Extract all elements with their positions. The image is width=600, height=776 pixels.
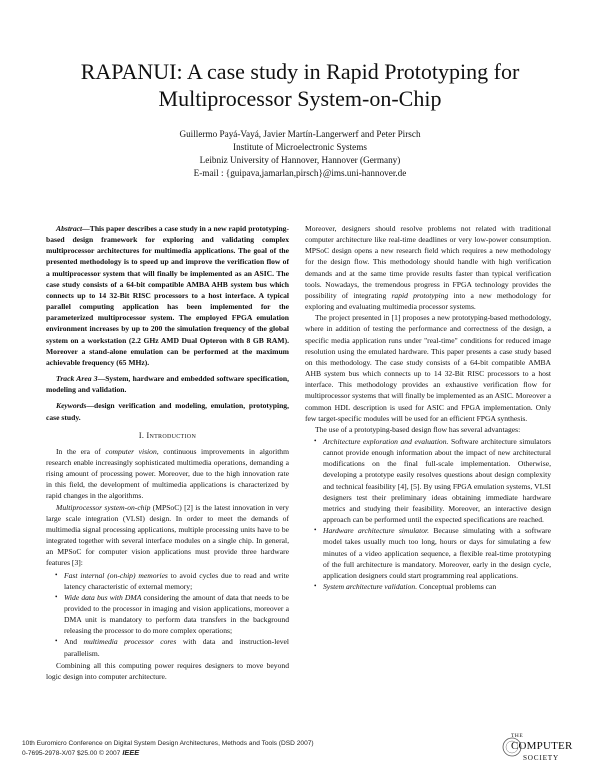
section-number: I. <box>138 430 145 440</box>
text-run: considering the amount of data that needs to be provided to the processor in imaging and vision applications, moreover a DMA unit is mandatory to perform data transfers in the background releasing the processor to do more complex operations; <box>64 592 289 636</box>
ieee-logo-text: IEEE <box>122 748 140 757</box>
bullet-icon: • <box>55 592 58 601</box>
title-line-1: RAPANUI: A case study in Rapid Prototyping for <box>80 59 520 84</box>
emphasis: computer vision <box>105 446 157 456</box>
list-item <box>314 581 551 592</box>
emphasis: Wide data bus with DMA <box>64 592 142 602</box>
list-item <box>314 525 551 581</box>
list-item <box>55 570 289 592</box>
emphasis: rapid prototyping <box>391 290 449 300</box>
bullet-icon: • <box>55 637 58 646</box>
left-column <box>46 223 289 682</box>
bullet-icon: • <box>314 582 317 590</box>
keywords-text: —design verification and modeling, emulation, prototyping, case study. <box>46 401 289 422</box>
author-email: E-mail : {guipava,jamarlan,pirsch}@ims.uni-hannover.de <box>193 168 407 178</box>
emphasis: Fast internal (on-chip) memories <box>64 570 168 580</box>
title-line-2: Multiprocessor System-on-Chip <box>158 86 442 111</box>
text-run: , continuous improvements in algorithm research enable increasingly sophisticated multimedia operations, demanding a rising amount of processing power. Moreover, due to the high innovation rate in this field, the development of multimedia applications is characterized by rapid changes in the algorithms. <box>46 446 290 501</box>
text-run: (MPSoC) [2] is the latest innovation in very large scale integration (VLSI) design. In order to meet the demands of multimedia signal processing applications, multiple processing units have to be integrated together with several interface modules on a single chip. In general, an MPSoC for computer vision applications must provide three hardware features [3]: <box>46 502 289 568</box>
abstract-text: —This paper describes a case study in a new rapid prototyping-based design framework for exploring and validating complex multiprocessor architectures for multimedia applications. The goal of the presented methodology is to speed up and improve the verification flow of a multiprocessor system that will finally be implemented as an ASIC. The case study consists of a 64-bit compatible AMBA AHB system bus which connects up to 14 32-Bit RISC processors to a host interface. A typical parallel computing application has been implemented for the parameterized multiprocessor system. The employed FPGA emulation environment increases by up to 200 the simulation frequency of the global system on a workstation (2.2 GHz AMD Dual Opteron with 8 GB RAM). Moreover a stand-alone emulation can be performed at the maximum achievable frequency (65 MHz). <box>46 224 289 367</box>
intro-paragraph-2 <box>46 502 289 569</box>
text-run: into a new methodology for exploring and evaluating multimedia processor systems. <box>305 290 551 312</box>
abstract <box>46 223 289 368</box>
right-paragraph-3: The use of a prototyping-based design flow has several advantages: <box>315 424 521 434</box>
right-column <box>305 223 551 593</box>
author-university: Leibniz University of Hannover, Hannover (Germany) <box>199 155 401 165</box>
track-label: Track Area 3 <box>56 374 98 384</box>
text-run: Conceptual problems can <box>417 582 497 591</box>
track-text: —System, hardware and embedded software specification, modeling and validation. <box>46 374 290 395</box>
track-area <box>46 373 289 395</box>
section-heading <box>46 430 289 441</box>
bullet-icon: • <box>314 526 317 535</box>
keywords-label: Keywords <box>56 401 87 411</box>
emphasis: Architecture exploration and evaluation. <box>323 436 449 446</box>
abstract-label: Abstract <box>56 224 83 233</box>
author-institute: Institute of Microelectronic Systems <box>233 142 367 152</box>
page-footer <box>22 739 314 758</box>
logo-society: SOCIETY <box>523 754 559 762</box>
computer-society-logo <box>501 733 575 771</box>
text-run: And <box>64 637 84 647</box>
bullet-icon: • <box>55 570 58 579</box>
right-paragraph-2: The project presented in [1] proposes a new prototyping-based methodology, where in addition of testing the performance and correctness of the design, a specific media application runs under "real-time" conditions for reduced image resolution using the emulated hardware. This paper presents a case study based on this methodology. The case study consists of a 64-bit compatible AMBA AHB system bus which connects up to 14 32-Bit RISC processors to a host interface. This methodology provides an exhaustive verification flow for multiprocessor systems that will finally be implemented as an ASIC. Moreover a common HDL description is used for ASIC and FPGA implementation. Only few target-specific modules will be used for an efficient FPGA synthesis. <box>305 313 551 423</box>
paper-title <box>40 58 560 112</box>
list-item <box>55 592 289 637</box>
intro-paragraph-3: Combining all this computing power requires designers to move beyond logic design into computer architecture. <box>46 660 289 681</box>
keywords <box>46 400 289 422</box>
author-block <box>60 128 540 180</box>
hardware-features-list <box>46 570 289 659</box>
emphasis: multimedia processor cores <box>83 637 177 647</box>
copyright-line <box>22 748 314 758</box>
text-run: Software architecture simulators cannot provide enough information about the impact of new architectural modifications on the final full-scale implementation. Otherwise, developing a prototype easily resolves questions about design complexity and technical feasibility [4], [5]. By using FPGA emulation systems, VLSI designers test their preliminary ideas obtaining immediate hardware metrics and studying their feasibility. Moreover, an interactive design approach can be performed until the expected specifications are reached. <box>323 436 551 525</box>
text-run: to avoid cycles due to read and write latency characteristic of external memory; <box>64 570 289 591</box>
text-run: with data and instruction-level parallelism. <box>64 637 289 658</box>
emphasis: Multiprocessor system-on-chip <box>56 502 151 512</box>
logo-computer: COMPUTER <box>511 740 573 752</box>
list-item <box>314 436 551 525</box>
intro-paragraph-1 <box>46 446 289 502</box>
right-paragraph-1 <box>305 223 551 312</box>
copyright-text: 0-7695-2978-X/07 $25.00 © 2007 <box>22 750 121 757</box>
advantages-list <box>305 436 551 592</box>
emphasis: Hardware architecture simulator. <box>323 526 430 536</box>
author-names: Guillermo Payá-Vayá, Javier Martín-Langerwerf and Peter Pirsch <box>179 129 421 139</box>
list-item <box>55 636 289 658</box>
text-run: In the era of <box>56 446 106 456</box>
bullet-icon: • <box>314 436 317 445</box>
logo-the: THE <box>511 733 524 739</box>
conference-line: 10th Euromicro Conference on Digital System Design Architectures, Methods and Tools (DSD 2007) <box>22 740 314 747</box>
text-run: Moreover, designers should resolve problems not related with traditional computer architecture like real-time deadlines or very low-power consumption. MPSoC design opens a new research field which requires a new methodology for the design flow. This methodology should handle with high verification demands and at the same time provide results faster than typical verification tools. Nowadays, the tremendous progress in FPGA technology provides the possibility of integrating <box>305 224 551 300</box>
section-title: Introduction <box>146 430 197 440</box>
emphasis: System architecture validation. <box>323 582 418 591</box>
text-run: Because simulating with a software model takes usually much too long, hours or days for simulating a few minutes of a video application sequence, a flexible real-time prototyping of the full architecture is mandatory. Moreover, early in the design cycle, application designers could start programming real applications. <box>323 526 551 580</box>
